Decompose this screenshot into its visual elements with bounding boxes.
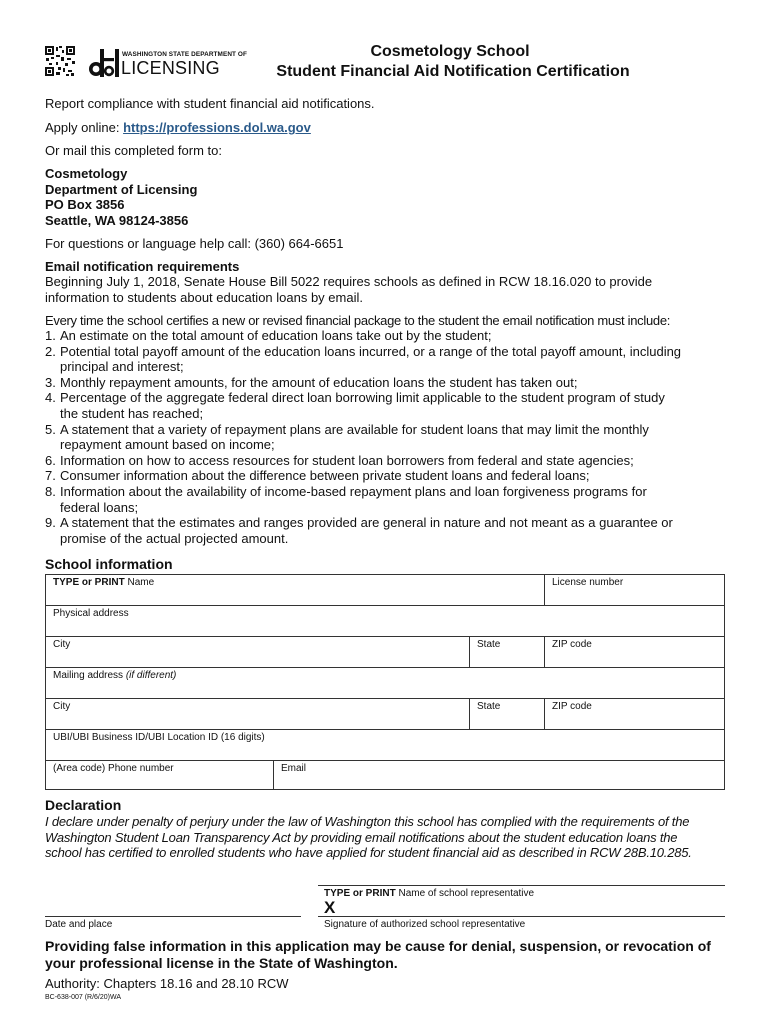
item-text: repayment amount based on income;	[60, 437, 275, 453]
form-row	[46, 575, 724, 606]
item-number: 4.	[45, 390, 56, 406]
mailing-city-field[interactable]	[46, 699, 470, 729]
form-row	[46, 761, 724, 790]
email-field[interactable]	[274, 761, 725, 790]
item-number: 7.	[45, 468, 56, 484]
item-text: Potential total payoff amount of the education loans incurred, or a range of the total payoff amount, including	[60, 343, 682, 359]
requirements-list	[45, 328, 735, 546]
item-text: A statement that a variety of repayment plans are available for student loans that may limit the monthly	[60, 421, 649, 437]
declaration-line: I declare under penalty of perjury under the law of Washington this school has complied with the requirements of the	[45, 814, 690, 829]
field-label: City	[53, 701, 71, 712]
phone-field[interactable]	[46, 761, 274, 790]
barcode	[45, 46, 75, 76]
report-text: Report compliance with student financial aid notifications.	[45, 96, 375, 111]
field-label: Name	[124, 577, 155, 588]
school-info-form	[45, 574, 725, 790]
form-title-line1: Cosmetology School	[370, 43, 530, 60]
address-line: Department of Licensing	[45, 181, 198, 197]
rep-name-line[interactable]	[318, 885, 725, 886]
item-text: federal loans;	[60, 499, 139, 515]
authority-text: Authority: Chapters 18.16 and 28.10 RCW	[45, 976, 289, 991]
item-number: 8.	[45, 483, 56, 499]
mailing-zip-code-field[interactable]	[545, 699, 725, 729]
item-number: 6.	[45, 452, 56, 468]
list-item	[45, 422, 735, 453]
form-code: BC-638-007 (R/6/20)WA	[45, 994, 121, 1001]
logo-wordmark: LICENSING	[121, 58, 220, 78]
list-item	[45, 375, 735, 391]
apply-prefix: Apply online:	[45, 120, 124, 135]
logo-department-text: WASHINGTON STATE DEPARTMENT OF	[122, 51, 248, 58]
mailing-address-field[interactable]	[46, 668, 724, 698]
intro-line: Beginning July 1, 2018, Senate House Bill 5022 requires schools as defined in RCW 18.16.020 to provide	[45, 274, 653, 289]
form-title-line2: Student Financial Aid Notification Certification	[276, 63, 630, 80]
rep-name-label	[324, 888, 534, 899]
help-phone-text: For questions or language help call: (360) 664-6651	[45, 236, 344, 251]
mailing-address-block	[45, 166, 197, 228]
mailing-state-field[interactable]	[470, 699, 545, 729]
declaration-text	[45, 814, 692, 861]
declaration-heading: Declaration	[45, 797, 122, 813]
list-item	[45, 468, 735, 484]
license-number-field[interactable]	[545, 575, 725, 605]
item-number: 5.	[45, 421, 56, 437]
physical-address-field[interactable]	[46, 606, 724, 636]
professions-link[interactable]: https://professions.dol.wa.gov	[123, 120, 311, 135]
item-text: Information on how to access resources for student loan borrowers from federal and state agencies;	[60, 452, 634, 468]
field-label: Email	[281, 763, 307, 774]
apply-online-line	[45, 120, 311, 136]
mail-instruction: Or mail this completed form to:	[45, 143, 222, 158]
declaration-line: Washington Student Loan Transparency Act by providing email notifications about the student education loans the	[45, 829, 678, 845]
item-number: 2.	[45, 343, 56, 359]
school-name-field[interactable]	[46, 575, 545, 605]
form-row	[46, 606, 724, 637]
state-field[interactable]	[470, 637, 545, 667]
list-item	[45, 453, 735, 469]
zip-code-field[interactable]	[545, 637, 725, 667]
item-text: Consumer information about the difference between private student loans and federal loans;	[60, 468, 590, 484]
list-item	[45, 390, 735, 421]
item-text: A statement that the estimates and ranges provided are general in nature and not meant as a guarantee or	[60, 515, 673, 531]
date-place-line[interactable]	[45, 916, 301, 917]
list-item	[45, 515, 735, 546]
field-label: (Area code) Phone number	[53, 763, 174, 774]
address-line: Seattle, WA 98124-3856	[45, 212, 189, 228]
date-place-label: Date and place	[45, 919, 113, 930]
item-text: principal and interest;	[60, 359, 184, 375]
warning-line: your professional license in the State of Washington.	[45, 955, 398, 971]
form-row	[46, 668, 724, 699]
dol-logo-mark	[89, 49, 121, 79]
form-row	[46, 730, 724, 761]
warning-line: Providing false information in this application may be cause for denial, suspension, or revocation of	[45, 938, 711, 954]
list-item	[45, 344, 735, 375]
address-line: PO Box 3856	[45, 197, 125, 213]
item-text: promise of the actual projected amount.	[60, 530, 289, 546]
list-item	[45, 484, 735, 515]
item-number: 1.	[45, 328, 56, 343]
intro-line: information to students about education loans by email.	[45, 289, 363, 305]
list-item	[45, 328, 735, 344]
false-information-warning	[45, 938, 711, 972]
item-text: Percentage of the aggregate federal direct loan borrowing limit applicable to the student program of study	[60, 390, 665, 406]
email-requirements-intro	[45, 274, 652, 305]
item-text: Monthly repayment amounts, for the amount of education loans the student has taken out;	[60, 374, 578, 390]
signature-x-mark: X	[324, 898, 336, 917]
field-label: UBI/UBI Business ID/UBI Location ID (16 digits)	[53, 732, 265, 743]
form-row	[46, 637, 724, 668]
field-label: License number	[552, 577, 624, 588]
item-text: Information about the availability of income-based repayment plans and loan forgiveness programs for	[60, 483, 647, 499]
field-label-bold: TYPE or PRINT	[324, 888, 396, 899]
field-label: State	[477, 639, 501, 650]
signature-label: Signature of authorized school representative	[324, 919, 526, 930]
dol-logo	[89, 47, 248, 79]
item-number: 9.	[45, 515, 56, 531]
field-label: Mailing address	[53, 670, 126, 681]
certification-statement: Every time the school certifies a new or revised financial package to the student the email notification must include:	[45, 313, 671, 328]
field-label: ZIP code	[552, 701, 592, 712]
city-field[interactable]	[46, 637, 470, 667]
field-label: State	[477, 701, 501, 712]
email-requirements-heading: Email notification requirements	[45, 259, 240, 274]
item-text: the student has reached;	[60, 405, 204, 421]
address-line: Cosmetology	[45, 166, 128, 181]
field-label: Name of school representative	[395, 888, 535, 899]
item-number: 3.	[45, 374, 56, 390]
ubi-field[interactable]	[46, 730, 724, 760]
field-label-italic: (if different)	[125, 670, 177, 681]
school-info-heading: School information	[45, 556, 173, 572]
field-label: Physical address	[53, 608, 129, 619]
form-row	[46, 699, 724, 730]
field-label-bold: TYPE or PRINT	[53, 577, 125, 588]
field-label: City	[53, 639, 71, 650]
declaration-line: school has certified to enrolled students who have applied for student financial aid as described in RCW 28B.10.285.	[45, 845, 692, 861]
signature-line[interactable]	[318, 916, 725, 917]
field-label: ZIP code	[552, 639, 592, 650]
item-text: An estimate on the total amount of education loans take out by the student;	[60, 328, 492, 343]
